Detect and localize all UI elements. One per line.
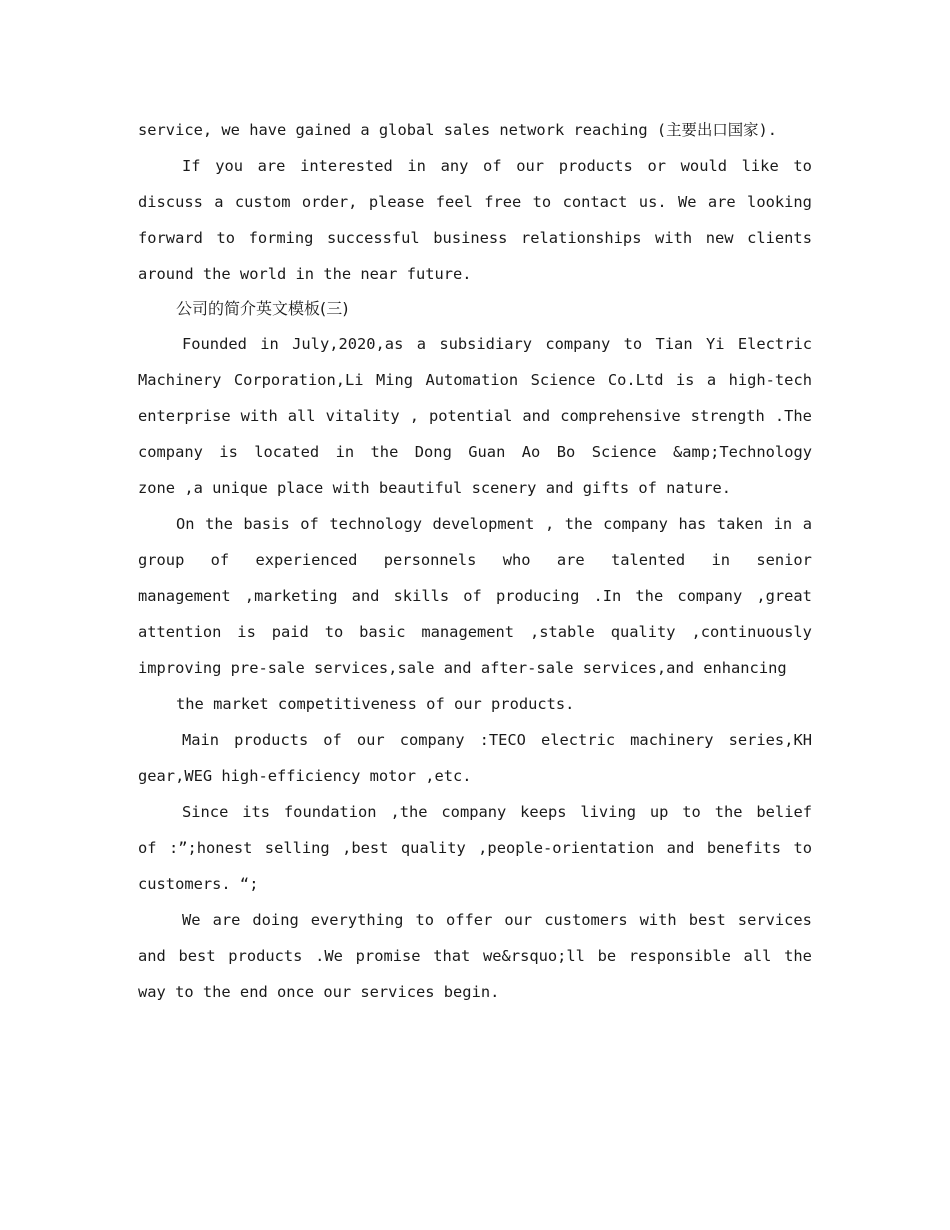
- word: products: [234, 731, 309, 749]
- word: We: [182, 911, 201, 929]
- word: Machinery: [138, 371, 222, 389]
- text-line-justified: [138, 542, 812, 578]
- word: best: [688, 911, 726, 929]
- word: the: [714, 803, 743, 821]
- text-line: way to the end once our services begin.: [138, 983, 500, 1001]
- word: paid: [271, 623, 309, 641]
- word: .The: [774, 407, 812, 425]
- text-line: the market competitiveness of our products.: [176, 695, 575, 713]
- word: the: [370, 443, 399, 461]
- word: a: [416, 335, 426, 353]
- word: belief: [756, 803, 812, 821]
- word: successful: [327, 229, 420, 247]
- word: who: [502, 551, 531, 569]
- word: Since: [182, 803, 229, 821]
- text-line: zone ,a unique place with beautiful scenery and gifts of nature.: [138, 479, 732, 497]
- word: in: [335, 443, 355, 461]
- word: doing: [252, 911, 299, 929]
- word: series,KH: [728, 731, 812, 749]
- word: our: [504, 911, 533, 929]
- word: Electric: [737, 335, 812, 353]
- word: of: [210, 551, 230, 569]
- word: Ao: [521, 443, 541, 461]
- word: in: [773, 515, 793, 533]
- text-line-justified: [138, 398, 812, 434]
- word: senior: [756, 551, 812, 569]
- word: ,great: [756, 587, 812, 605]
- text-line-justified: [138, 722, 812, 758]
- word: and: [522, 407, 551, 425]
- word: producing: [495, 587, 580, 605]
- word: selling: [264, 839, 330, 857]
- word: forward: [138, 229, 203, 247]
- word: to: [324, 623, 344, 641]
- word: is: [675, 371, 695, 389]
- word: of: [483, 157, 502, 175]
- word: promise: [355, 947, 421, 965]
- word: are: [707, 193, 736, 211]
- word: offer: [446, 911, 493, 929]
- word: Yi: [705, 335, 725, 353]
- word: company: [677, 587, 743, 605]
- word: talented: [611, 551, 686, 569]
- text-line-justified: [138, 938, 812, 974]
- word: subsidiary: [439, 335, 533, 353]
- text-line-justified: [138, 614, 812, 650]
- word: group: [138, 551, 185, 569]
- word: responsible: [628, 947, 731, 965]
- word: Co.Ltd: [607, 371, 664, 389]
- word: and: [138, 947, 166, 965]
- word: living: [580, 803, 636, 821]
- word: quality: [400, 839, 466, 857]
- word: Guan: [468, 443, 506, 461]
- word: of: [300, 515, 319, 533]
- word: Founded: [182, 335, 247, 353]
- word: Tian: [655, 335, 693, 353]
- word: products: [558, 157, 633, 175]
- word: discuss: [138, 193, 203, 211]
- word: ,marketing: [244, 587, 338, 605]
- word: We: [677, 193, 697, 211]
- word: all: [743, 947, 772, 965]
- word: attention: [138, 623, 222, 641]
- word: looking: [747, 193, 812, 211]
- word: of: [323, 731, 342, 749]
- word: Ming: [375, 371, 414, 389]
- word: and: [666, 839, 695, 857]
- word: ,stable: [529, 623, 595, 641]
- word: Science: [530, 371, 596, 389]
- word: has: [678, 515, 707, 533]
- word: taken: [716, 515, 764, 533]
- text-line-justified: [138, 902, 812, 938]
- word: company: [603, 515, 668, 533]
- word: the: [564, 515, 593, 533]
- word: a: [214, 193, 224, 211]
- text-line: around the world in the near future.: [138, 265, 472, 283]
- word: .We: [315, 947, 343, 965]
- word: ,the: [390, 803, 428, 821]
- section-heading: 公司的简介英文模板(三): [176, 299, 349, 318]
- word: relationships: [521, 229, 642, 247]
- word: On: [176, 515, 195, 533]
- word: potential: [428, 407, 513, 425]
- word: foundation: [283, 803, 377, 821]
- word: high-tech: [728, 371, 812, 389]
- text-line: customers. “;: [138, 875, 259, 893]
- word: with: [639, 911, 677, 929]
- word: our: [516, 157, 545, 175]
- word: vitality: [325, 407, 400, 425]
- word: order,: [301, 193, 358, 211]
- word: company: [441, 803, 507, 821]
- word: with: [655, 229, 693, 247]
- word: Bo: [556, 443, 576, 461]
- word: enterprise: [138, 407, 231, 425]
- word: forming: [248, 229, 314, 247]
- word: in: [407, 157, 426, 175]
- word: Science: [591, 443, 657, 461]
- text-line-justified: [138, 578, 812, 614]
- word: ,: [409, 407, 419, 425]
- word: personnels: [383, 551, 477, 569]
- word: strength: [690, 407, 765, 425]
- word: company: [138, 443, 203, 461]
- text-line-justified: [138, 506, 812, 542]
- text-line-justified: [138, 220, 812, 256]
- word: &amp;Technology: [673, 443, 812, 461]
- word: keeps: [520, 803, 567, 821]
- text-line-justified: [138, 830, 812, 866]
- word: :TECO: [479, 731, 526, 749]
- word: our: [356, 731, 385, 749]
- word: up: [649, 803, 669, 821]
- word: company: [545, 335, 611, 353]
- word: comprehensive: [560, 407, 681, 425]
- word: July,2020,as: [292, 335, 404, 353]
- word: a: [706, 371, 717, 389]
- word: ,: [544, 515, 555, 533]
- word: would: [680, 157, 727, 175]
- text-line-justified: [138, 326, 812, 362]
- text-line: improving pre-sale services,sale and after-sale services,and enhancing: [138, 659, 787, 677]
- word: skills: [393, 587, 450, 605]
- word: :”;honest: [168, 839, 253, 857]
- text-line-justified: [138, 184, 812, 220]
- word: customers: [544, 911, 628, 929]
- word: like: [741, 157, 779, 175]
- word: to: [532, 193, 552, 211]
- word: the: [635, 587, 664, 605]
- word: company: [399, 731, 465, 749]
- word: us.: [638, 193, 667, 211]
- word: the: [205, 515, 233, 533]
- word: clients: [747, 229, 812, 247]
- word: benefits: [706, 839, 782, 857]
- text-line-justified: [138, 434, 812, 470]
- word: any: [440, 157, 469, 175]
- word: Main: [182, 731, 220, 749]
- word: basis: [243, 515, 290, 533]
- word: services: [737, 911, 812, 929]
- word: with: [240, 407, 278, 425]
- text-line-justified: [138, 362, 812, 398]
- word: of: [463, 587, 482, 605]
- word: Automation: [425, 371, 519, 389]
- word: are: [257, 157, 286, 175]
- word: its: [242, 803, 271, 821]
- word: ,best: [342, 839, 389, 857]
- word: contact: [562, 193, 628, 211]
- word: development: [432, 515, 535, 533]
- word: please: [368, 193, 425, 211]
- word: we&rsquo;ll: [483, 947, 585, 965]
- word: custom: [234, 193, 291, 211]
- document-body: [138, 112, 812, 1010]
- word: be: [597, 947, 617, 965]
- text-line-justified: [138, 148, 812, 184]
- word: quality: [610, 623, 676, 641]
- word: to: [623, 335, 643, 353]
- word: ,people-orientation: [478, 839, 655, 857]
- text-line: gear,WEG high-efficiency motor ,etc.: [138, 767, 472, 785]
- word: management: [421, 623, 515, 641]
- word: you: [215, 157, 243, 175]
- word: new: [705, 229, 734, 247]
- word: everything: [310, 911, 404, 929]
- word: of: [138, 839, 157, 857]
- word: in: [260, 335, 279, 353]
- word: If: [182, 157, 201, 175]
- word: to: [216, 229, 235, 247]
- word: that: [433, 947, 471, 965]
- word: and: [351, 587, 380, 605]
- word: free: [484, 193, 522, 211]
- word: Dong: [414, 443, 452, 461]
- word: products: [228, 947, 303, 965]
- word: to: [793, 839, 812, 857]
- word: management: [138, 587, 231, 605]
- word: Corporation,Li: [233, 371, 364, 389]
- word: best: [178, 947, 216, 965]
- word: the: [784, 947, 812, 965]
- word: are: [212, 911, 241, 929]
- word: basic: [359, 623, 406, 641]
- word: to: [793, 157, 812, 175]
- word: are: [556, 551, 585, 569]
- word: or: [647, 157, 667, 175]
- word: is: [219, 443, 238, 461]
- word: in: [711, 551, 730, 569]
- text-line-justified: [138, 794, 812, 830]
- word: is: [237, 623, 256, 641]
- word: all: [287, 407, 316, 425]
- word: feel: [435, 193, 473, 211]
- word: to: [682, 803, 701, 821]
- word: electric: [540, 731, 616, 749]
- word: business: [433, 229, 508, 247]
- word: ,continuously: [691, 623, 812, 641]
- word: to: [415, 911, 434, 929]
- word: experienced: [255, 551, 358, 569]
- word: interested: [300, 157, 393, 175]
- word: machinery: [630, 731, 714, 749]
- word: located: [254, 443, 320, 461]
- word: .In: [593, 587, 622, 605]
- word: a: [802, 515, 812, 533]
- text-line: service, we have gained a global sales network reaching (主要出口国家).: [138, 121, 778, 139]
- word: technology: [329, 515, 422, 533]
